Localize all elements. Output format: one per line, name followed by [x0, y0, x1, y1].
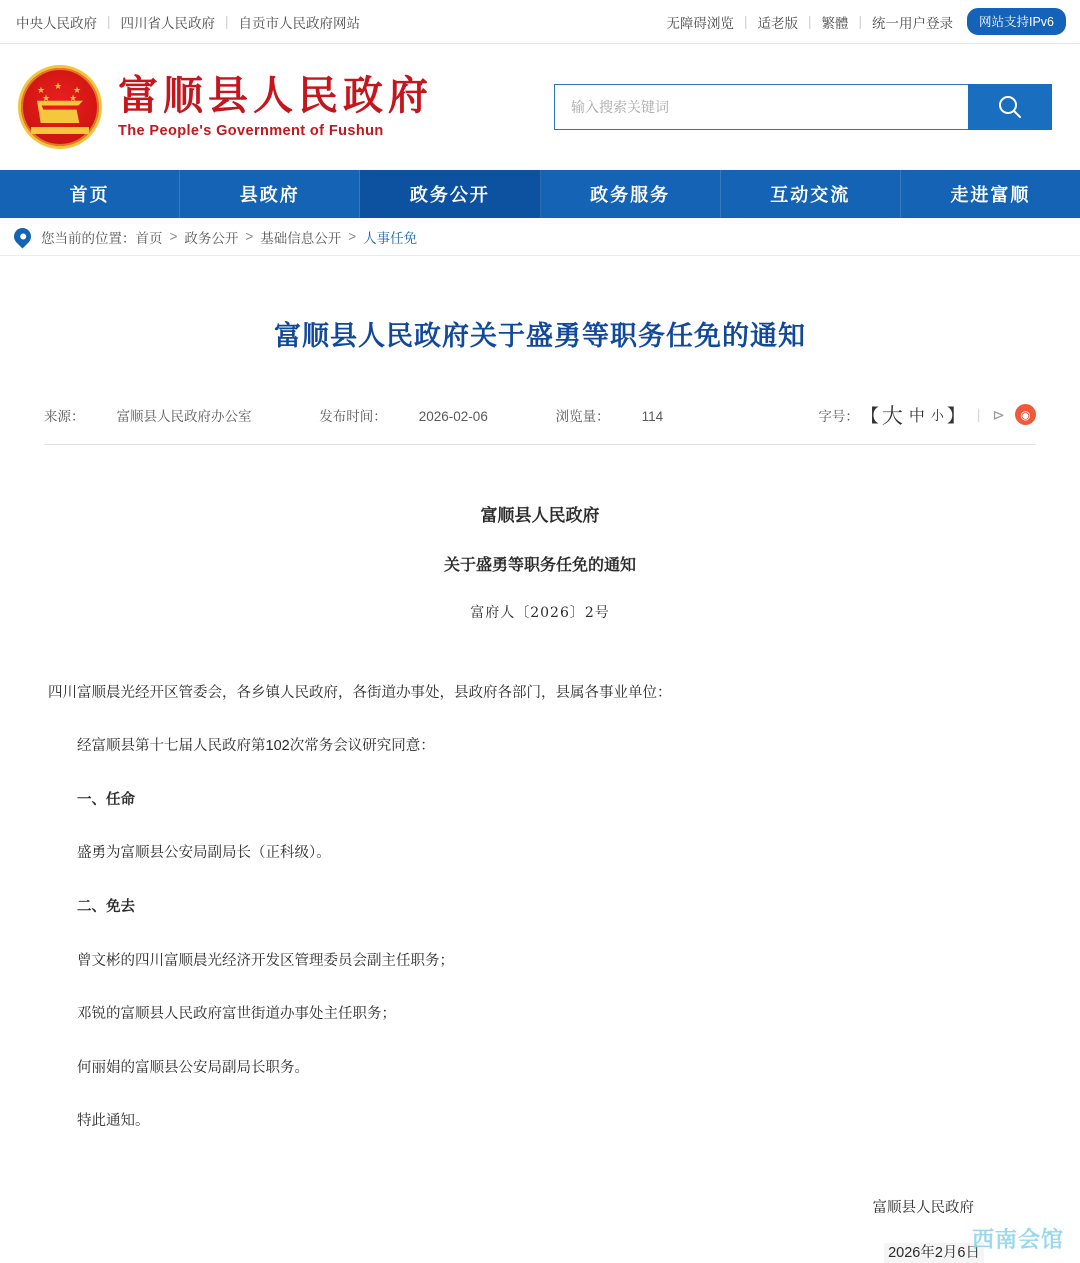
- document-body: [44, 501, 1036, 1262]
- toplink-accessibility[interactable]: 无障碍浏览: [666, 15, 734, 31]
- meta-views-label: 浏览量：: [555, 408, 610, 424]
- fontsize-label: 字号：: [818, 408, 859, 424]
- divider: |: [807, 14, 812, 29]
- meta-publish-value: 2026-02-06: [418, 408, 488, 424]
- fontsize-bracket-left: 【: [860, 405, 879, 426]
- location-pin-icon: [10, 224, 34, 248]
- search-input[interactable]: [554, 84, 968, 130]
- meta-source: [44, 409, 287, 424]
- fontsize-small-button[interactable]: 小: [930, 408, 944, 424]
- document-paragraph: 邓锐的富顺县人民政府富世街道办事处主任职务；: [77, 1006, 396, 1023]
- meta-views-value: 114: [641, 408, 664, 424]
- nav-item-home[interactable]: 首页: [0, 170, 180, 218]
- nav-item-government-affairs-open[interactable]: 政务公开: [360, 170, 540, 218]
- meta-publish: [319, 409, 523, 424]
- divider: |: [858, 14, 862, 29]
- meta-source-label: 来源：: [44, 408, 85, 424]
- brand-name-en: The People's Government of Fushun: [118, 123, 384, 140]
- meta-source-value: 富顺县人民政府办公室: [116, 408, 252, 424]
- search-button[interactable]: [968, 84, 1052, 130]
- nav-item-interaction[interactable]: 互动交流: [721, 170, 901, 218]
- nav-item-about-fushun[interactable]: 走进富顺: [950, 185, 1031, 205]
- document-signature: 富顺县人民政府: [872, 1199, 974, 1216]
- nav-item-government-services[interactable]: 政务服务: [541, 170, 721, 218]
- toplink-unified-login[interactable]: 统一用户登录: [871, 15, 953, 31]
- document-section-heading: 二、免去: [77, 898, 135, 915]
- search-icon: [995, 92, 1025, 122]
- document-signature-date: [48, 1241, 1032, 1262]
- meta-views: [556, 409, 696, 424]
- breadcrumb-item-basic-info[interactable]: 基础信息公开: [260, 230, 342, 246]
- ipv6-badge[interactable]: 网站支持IPv6: [967, 8, 1066, 35]
- document-number: 富府人〔2026〕2号: [470, 604, 610, 621]
- brand-name-cn: 富顺县人民政府: [118, 72, 433, 119]
- toplink-sichuan-gov[interactable]: 四川省人民政府: [120, 15, 216, 31]
- toplink-elder-version[interactable]: 适老版: [757, 15, 798, 31]
- article: [0, 318, 1080, 1262]
- meta-publish-label: 发布时间：: [319, 408, 387, 424]
- divider: |: [107, 14, 111, 29]
- fontsize-large-button[interactable]: 大: [881, 404, 903, 428]
- top-bar-right-links: [666, 8, 1066, 35]
- document-signature-date-value: 2026年2月6日: [884, 1243, 984, 1263]
- divider: |: [743, 14, 748, 29]
- breadcrumb-item-government-affairs-open[interactable]: 政务公开: [184, 230, 239, 246]
- document-subject-heading: 关于盛勇等职务任免的通知: [443, 556, 636, 574]
- document-paragraph: 盛勇为富顺县公安局副局长（正科级）。: [77, 845, 331, 862]
- site-brand[interactable]: [18, 65, 433, 149]
- document-section-heading: 一、任命: [77, 791, 135, 808]
- emblem-stars: ★ ★ ★ ★ ★: [37, 81, 82, 103]
- document-paragraph: 特此通知。: [77, 1113, 150, 1130]
- wechat-icon[interactable]: ◉: [1015, 404, 1036, 425]
- document-paragraph: 何丽娟的富顺县公安局副局长职务。: [77, 1059, 309, 1076]
- site-header: [0, 44, 1080, 170]
- breadcrumb-item-home[interactable]: 首页: [135, 230, 163, 246]
- fontsize-medium-button[interactable]: 中: [908, 408, 925, 426]
- breadcrumb-prefix: 您当前的位置：: [41, 230, 136, 246]
- breadcrumb-separator: >: [348, 229, 357, 244]
- nav-item-county-gov[interactable]: 县政府: [180, 170, 360, 218]
- article-meta: [44, 400, 1036, 445]
- main-nav: [0, 170, 1080, 218]
- share-icon[interactable]: ⊳: [992, 406, 1005, 424]
- toplink-traditional-chinese[interactable]: 繁體: [821, 15, 849, 31]
- breadcrumb-separator: >: [245, 229, 254, 244]
- toplink-zigong-gov[interactable]: 自贡市人民政府网站: [238, 15, 361, 31]
- article-meta-right: [818, 400, 1036, 430]
- breadcrumb-current-personnel: 人事任免: [363, 230, 418, 246]
- fontsize-bracket-right: 】: [946, 405, 965, 426]
- national-emblem-icon: [18, 65, 102, 149]
- document-paragraph: 四川富顺晨光经开区管委会，各乡镇人民政府，各街道办事处，县政府各部门，县属各事业单位：: [48, 684, 672, 701]
- document-paragraph: 曾文彬的四川富顺晨光经济开发区管理委员会副主任职务；: [77, 952, 454, 969]
- breadcrumb: [0, 218, 1080, 256]
- article-meta-left: [44, 405, 727, 425]
- page-title: 富顺县人民政府关于盛勇等职务任免的通知: [274, 321, 806, 351]
- toplink-central-gov[interactable]: 中央人民政府: [16, 15, 97, 31]
- document-issuer-heading: 富顺县人民政府: [480, 505, 600, 525]
- top-bar-left-links: [16, 12, 360, 32]
- brand-text: [118, 72, 433, 140]
- divider: |: [976, 407, 981, 423]
- watermark: 西南会馆: [971, 1226, 1064, 1252]
- document-paragraph: 经富顺县第十七届人民政府第102次常务会议研究同意：: [77, 738, 435, 755]
- search-box: [554, 84, 1052, 130]
- breadcrumb-separator: >: [169, 229, 178, 244]
- top-bar: [0, 0, 1080, 44]
- divider: |: [225, 14, 229, 29]
